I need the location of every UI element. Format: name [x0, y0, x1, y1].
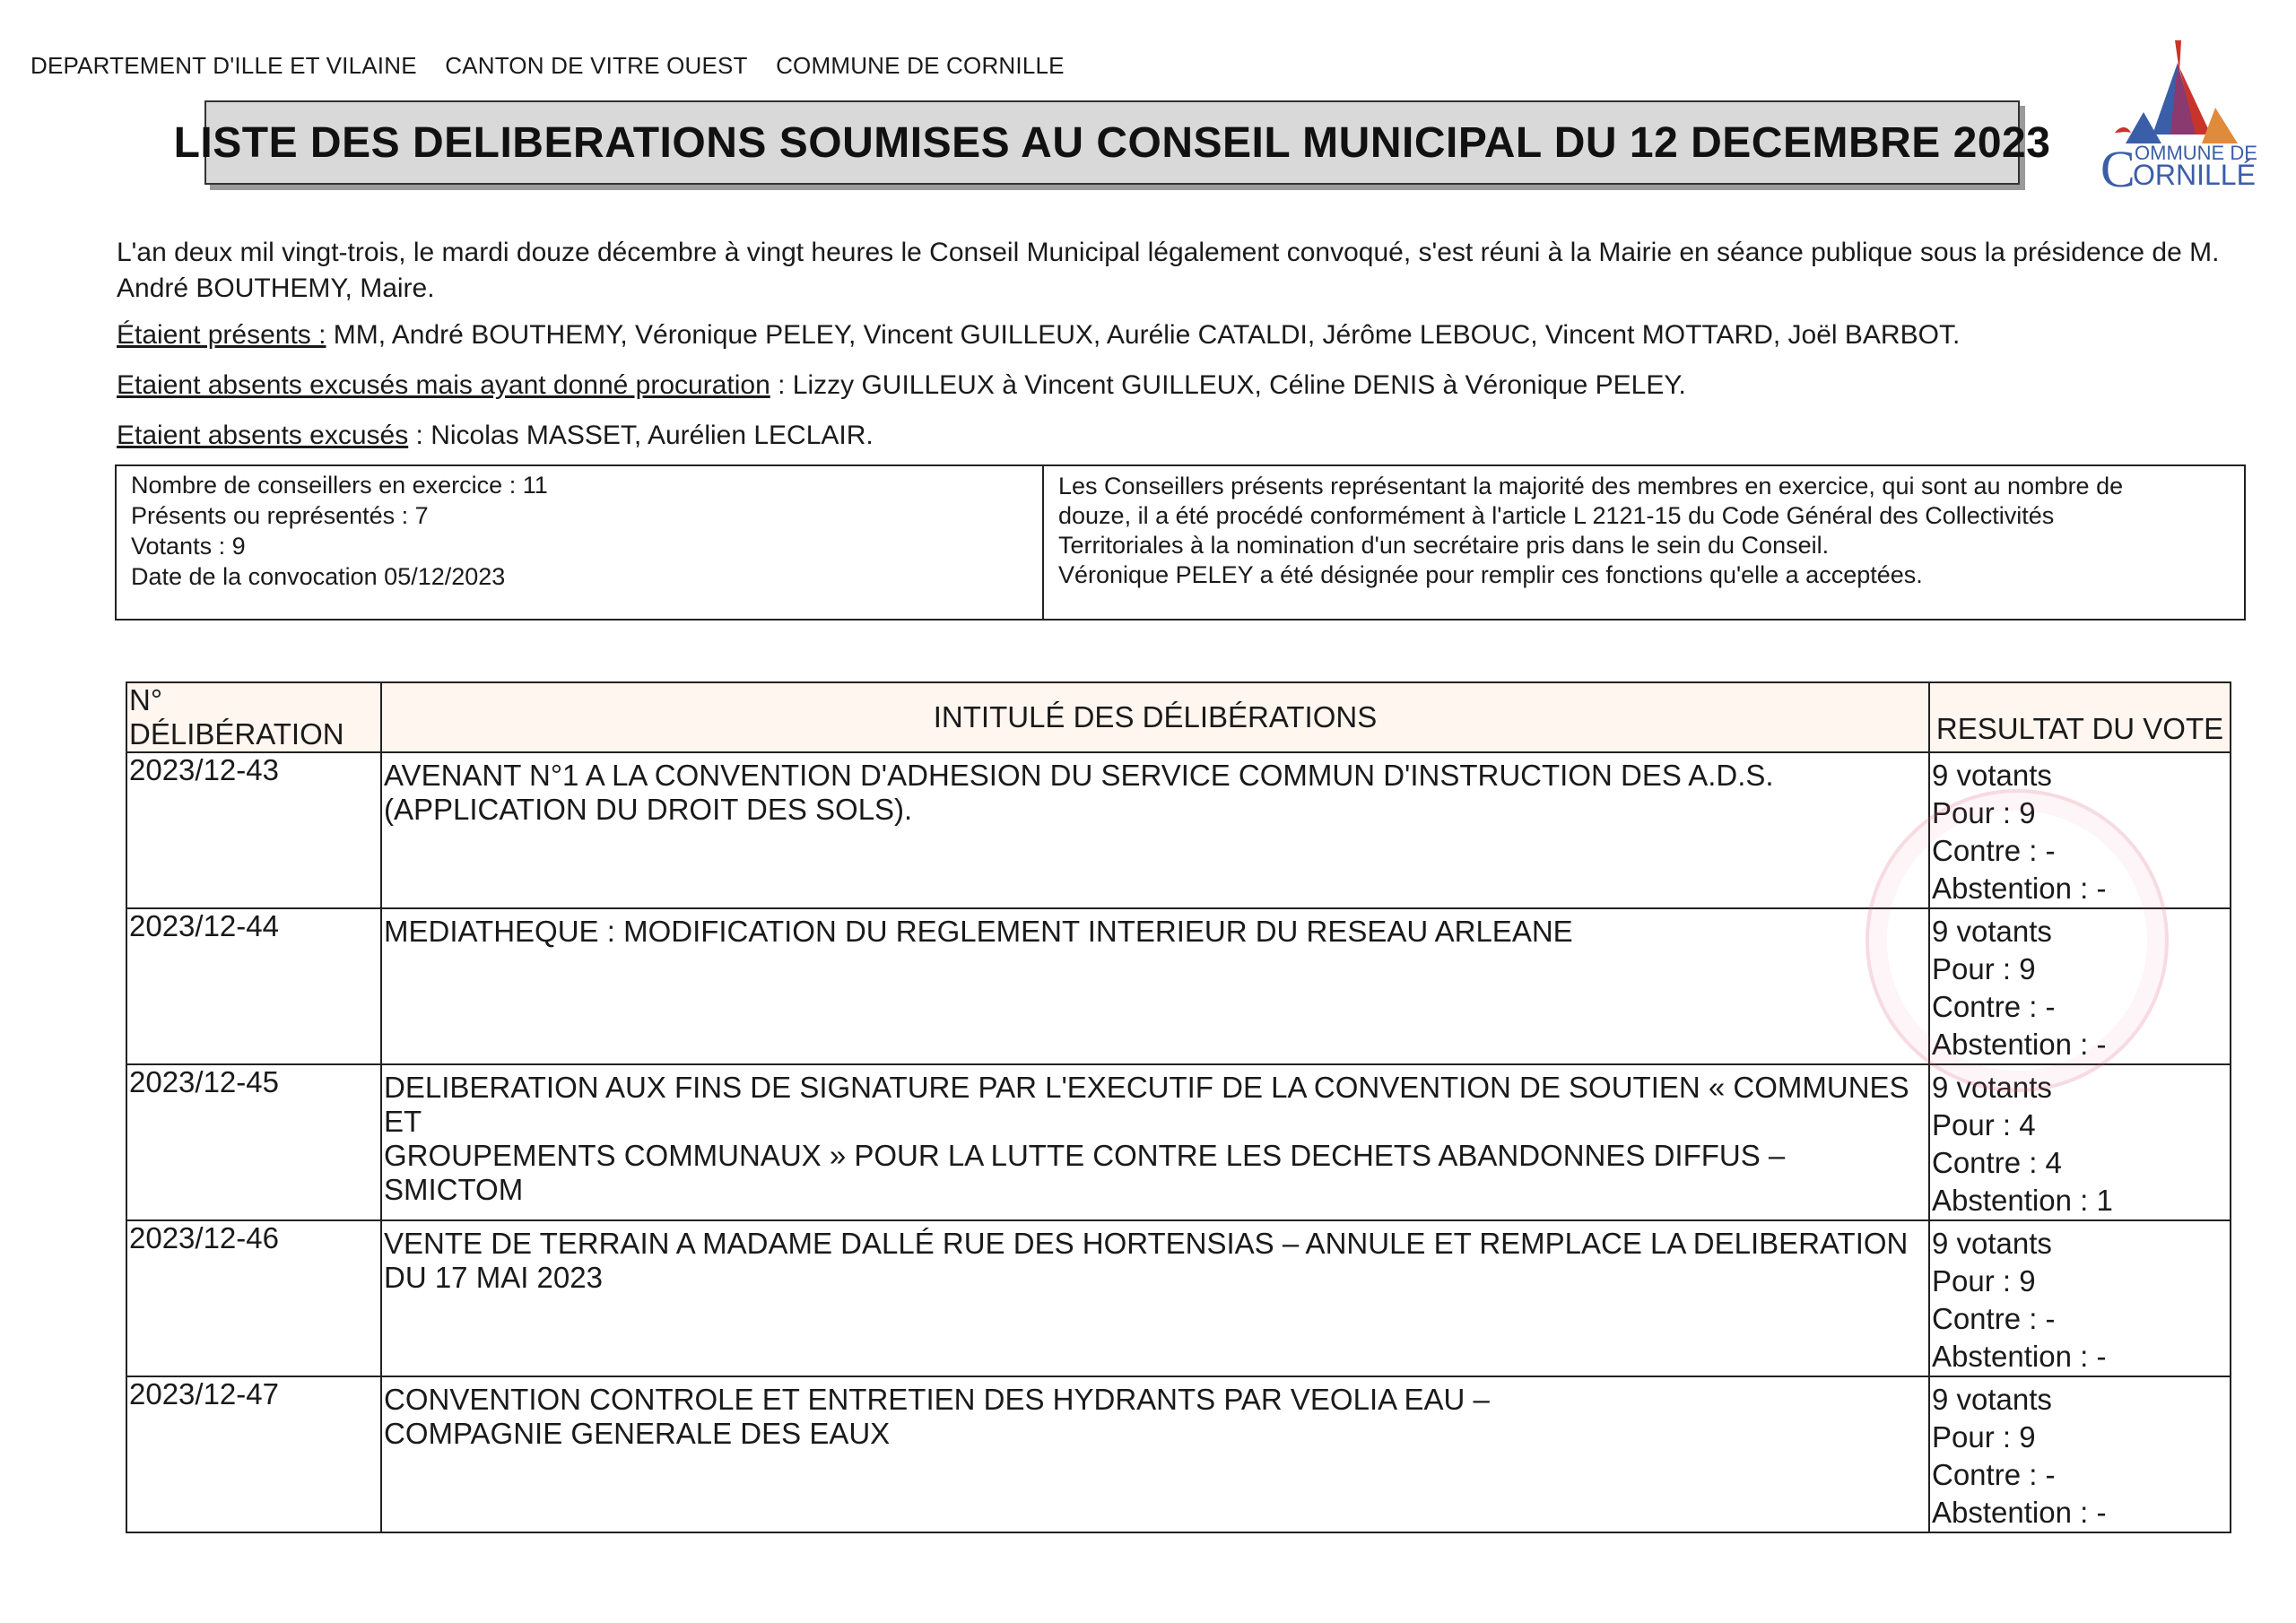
title-line: MEDIATHEQUE : MODIFICATION DU REGLEMENT INTERIEUR DU RESEAU ARLEANE: [384, 915, 1573, 948]
intro-paragraph: L'an deux mil vingt-trois, le mardi douze décembre à vingt heures le Conseil Municipal légalement convoqué, s'est réuni à la Mairie en séance publique sous la présidence de M. André BOUTHEMY, Maire.: [117, 238, 2220, 303]
header-number: N° DÉLIBÉRATION: [126, 682, 381, 752]
vote-voters: 9 votants: [1932, 915, 2052, 948]
department-label: DEPARTEMENT D'ILLE ET VILAINE: [30, 52, 417, 79]
vote-against: Contre : -: [1932, 1302, 2056, 1335]
vote-against: Contre : -: [1932, 990, 2056, 1023]
logo-line1: OMMUNE DE: [2135, 142, 2257, 164]
vote-for: Pour : 9: [1932, 952, 2036, 985]
church-logo-icon: [2090, 36, 2278, 193]
title-box: [173, 100, 2051, 185]
vote-for: Pour : 9: [1932, 1420, 2036, 1454]
vote-result: [1929, 1376, 2231, 1532]
proxy-line: [117, 368, 2233, 404]
header-title: INTITULÉ DES DÉLIBÉRATIONS: [381, 682, 1929, 752]
vote-abstention: Abstention : -: [1932, 1340, 2107, 1373]
secretary-note-line: douze, il a été procédé conformément à l'article L 2121-15 du Code Général des Collectivités: [1058, 502, 2055, 529]
excused-names: : Nicolas MASSET, Aurélien LECLAIR.: [408, 421, 874, 450]
vote-for: Pour : 4: [1932, 1108, 2036, 1141]
present-count: Présents ou représentés : 7: [131, 502, 429, 529]
commune-label: COMMUNE DE CORNILLE: [776, 52, 1065, 79]
present-label: Étaient présents :: [117, 320, 326, 350]
title-line: VENTE DE TERRAIN A MADAME DALLÉ RUE DES HORTENSIAS – ANNULE ET REMPLACE LA DELIBERATION: [384, 1227, 1909, 1260]
proxy-label: Etaient absents excusés mais ayant donné procuration: [117, 370, 770, 400]
councillors-count: Nombre de conseillers en exercice : 11: [131, 472, 548, 499]
proxy-names: : Lizzy GUILLEUX à Vincent GUILLEUX, Céline DENIS à Véronique PELEY.: [770, 370, 1686, 400]
title-line: DU 17 MAI 2023: [384, 1261, 603, 1294]
vote-voters: 9 votants: [1932, 1071, 2052, 1104]
title-line: GROUPEMENTS COMMUNAUX » POUR LA LUTTE CONTRE LES DECHETS ABANDONNES DIFFUS – SMICTOM: [384, 1139, 1786, 1206]
official-stamp: [1866, 789, 2169, 1092]
vote-result: [1929, 1064, 2231, 1220]
secretary-note-line: Véronique PELEY a été désignée pour remplir ces fonctions qu'elle a acceptées.: [1058, 561, 1923, 588]
logo-initial: C: [2100, 140, 2135, 193]
present-names: MM, André BOUTHEMY, Véronique PELEY, Vincent GUILLEUX, Aurélie CATALDI, Jérôme LEBOUC, Vincent MOTTARD, Joël BARBOT.: [326, 320, 1961, 350]
title-line: AVENANT N°1 A LA CONVENTION D'ADHESION DU SERVICE COMMUN D'INSTRUCTION DES A.D.S.: [384, 759, 1774, 792]
vote-for: Pour : 9: [1932, 1264, 2036, 1298]
title-line: COMPAGNIE GENERALE DES EAUX: [384, 1417, 891, 1450]
vote-voters: 9 votants: [1932, 1227, 2052, 1260]
convocation-date: Date de la convocation 05/12/2023: [131, 563, 506, 590]
logo-line2: ORNILLÉ: [2133, 159, 2256, 191]
deliberations-table: [126, 681, 2231, 1533]
vote-abstention: Abstention : -: [1932, 1496, 2107, 1529]
vote-result: [1929, 1220, 2231, 1376]
vote-voters: 9 votants: [1932, 759, 2052, 792]
secretary-note-line: Les Conseillers présents représentant la majorité des membres en exercice, qui sont au nombre de: [1058, 473, 2124, 499]
secretary-note-line: Territoriales à la nomination d'un secrétaire pris dans le sein du Conseil.: [1058, 532, 1830, 559]
table-row: [126, 1064, 2231, 1220]
deliberation-title: [381, 1376, 1929, 1532]
excused-label: Etaient absents excusés: [117, 421, 409, 450]
title-line: DELIBERATION AUX FINS DE SIGNATURE PAR L'EXECUTIF DE LA CONVENTION DE SOUTIEN « COMMUNES ET: [384, 1071, 1909, 1138]
vote-abstention: Abstention : -: [1932, 872, 2107, 905]
deliberation-title: [381, 752, 1929, 908]
vote-against: Contre : 4: [1932, 1146, 2062, 1179]
voters-count: Votants : 9: [131, 533, 246, 560]
canton-label: CANTON DE VITRE OUEST: [445, 52, 748, 79]
vote-voters: 9 votants: [1932, 1383, 2052, 1416]
session-info-box: [115, 464, 2246, 621]
deliberation-number: 2023/12-45: [126, 1064, 381, 1220]
table-row: [126, 1220, 2231, 1376]
vote-against: Contre : -: [1932, 1458, 2056, 1491]
deliberation-number: 2023/12-47: [126, 1376, 381, 1532]
header-vote: RESULTAT DU VOTE: [1929, 682, 2231, 752]
commune-logo: [2090, 36, 2278, 193]
deliberation-title: [381, 1064, 1929, 1220]
deliberation-number: 2023/12-44: [126, 908, 381, 1064]
title-line: (APPLICATION DU DROIT DES SOLS).: [384, 793, 913, 826]
session-counts: [117, 466, 1044, 619]
deliberation-number: 2023/12-46: [126, 1220, 381, 1376]
title-line: CONVENTION CONTROLE ET ENTRETIEN DES HYDRANTS PAR VEOLIA EAU –: [384, 1383, 1490, 1416]
table-header-row: [126, 682, 2231, 752]
excused-line: [117, 418, 2233, 454]
table-row: [126, 1376, 2231, 1532]
deliberation-title: [381, 1220, 1929, 1376]
deliberation-title: [381, 908, 1929, 1064]
document-header: [30, 52, 1086, 80]
deliberation-number: 2023/12-43: [126, 752, 381, 908]
vote-abstention: Abstention : -: [1932, 1028, 2107, 1061]
vote-for: Pour : 9: [1932, 796, 2036, 829]
vote-against: Contre : -: [1932, 834, 2056, 867]
document-title: LISTE DES DELIBERATIONS SOUMISES AU CONSEIL MUNICIPAL DU 12 DECEMBRE 2023: [173, 118, 2051, 167]
secretary-note: [1044, 466, 2244, 619]
present-line: [117, 317, 2233, 353]
vote-abstention: Abstention : 1: [1932, 1184, 2113, 1217]
